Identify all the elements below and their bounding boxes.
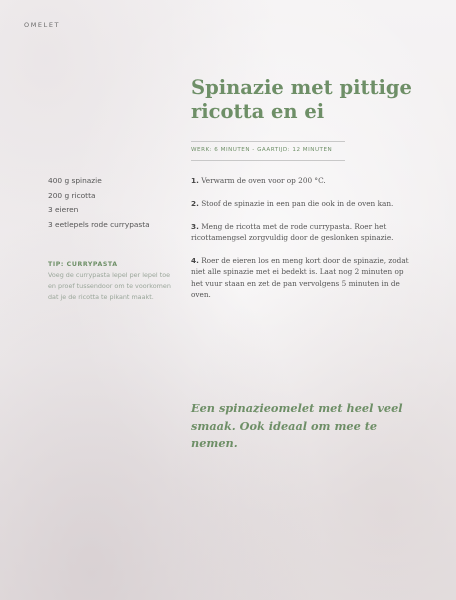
ingredient-item: 200 g ricotta bbox=[48, 190, 96, 200]
step-1 bbox=[191, 175, 409, 186]
step-number: 2. bbox=[191, 198, 199, 208]
ingredient-item: 3 eetlepels rode currypasta bbox=[48, 219, 150, 229]
step-4 bbox=[191, 255, 409, 301]
ingredient-list bbox=[48, 174, 150, 232]
pull-quote: Een spinazieomelet met heel veel smaak. Ook ideaal om mee te nemen. bbox=[191, 401, 403, 450]
step-text: Roer de eieren los en meng kort door de spinazie, zodat niet alle spinazie met ei bedekt is. Laat nog 2 minuten op het vuur staan en zet de pan vervolgens 5 minuten in de oven. bbox=[191, 255, 409, 300]
recipe-title: Spinazie met pittige ricotta en ei bbox=[191, 76, 412, 123]
instruction-steps bbox=[191, 175, 409, 312]
ingredient-item: 400 g spinazie bbox=[48, 176, 102, 185]
tip-title: TIP: CURRYPASTA bbox=[48, 261, 118, 268]
preparation-times: WERK: 6 MINUTEN - GAARTIJD: 12 MINUTEN bbox=[191, 146, 333, 153]
step-3 bbox=[191, 221, 409, 244]
step-text: Verwarm de oven voor op 200 °C. bbox=[201, 176, 326, 185]
section-label: OMELET bbox=[24, 21, 61, 29]
divider-top bbox=[191, 141, 345, 142]
step-text: Meng de ricotta met de rode currypasta. Roer het ricottamengsel zorgvuldig door de geslonken spinazie. bbox=[191, 221, 394, 242]
divider-bottom bbox=[191, 160, 345, 161]
step-2 bbox=[191, 198, 409, 209]
step-text: Stoof de spinazie in een pan die ook in de oven kan. bbox=[201, 198, 394, 208]
tip-box bbox=[48, 261, 174, 304]
step-number: 3. bbox=[191, 221, 199, 231]
tip-text: Voeg de currypasta lepel per lepel toe en proef tussendoor om te voorkomen dat je de ricotta te pikant maakt. bbox=[48, 271, 171, 302]
step-number: 4. bbox=[191, 255, 199, 265]
step-number: 1. bbox=[191, 176, 199, 185]
ingredient-item: 3 eieren bbox=[48, 205, 79, 215]
